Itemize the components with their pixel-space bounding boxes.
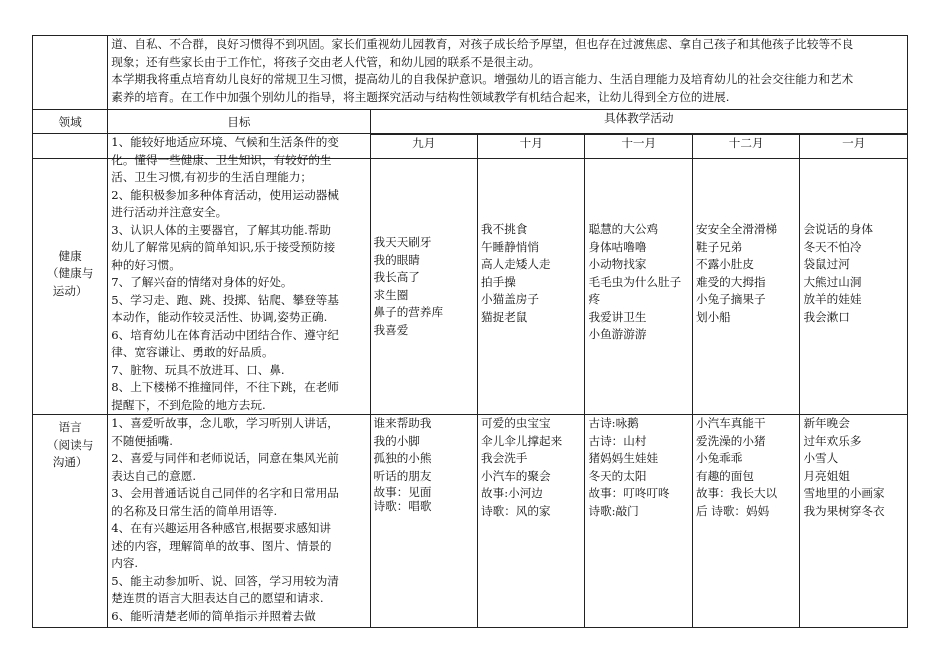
activity-item: 小猫盖房子 bbox=[481, 292, 539, 306]
activity-item: 拍手操 bbox=[481, 274, 516, 289]
activity-item: 午睡静悄悄 bbox=[481, 239, 539, 254]
activity-item: 小雪人 bbox=[803, 451, 839, 465]
language-sep-cell bbox=[370, 415, 477, 628]
activity-item: 小汽车的聚会 bbox=[481, 468, 551, 483]
activity-item: 过年欢乐多 bbox=[803, 433, 862, 448]
goal-line: 6、能听清楚老师的简单指示并照着去做 bbox=[111, 608, 316, 623]
activity-item: 难受的大拇指 bbox=[695, 274, 766, 289]
language-oct-cell bbox=[478, 415, 585, 628]
header-goal: 目标 bbox=[108, 110, 370, 159]
language-goals-cell bbox=[108, 415, 370, 628]
goal-line: 4、在有兴趣运用各种感官,根据要求感知讲 bbox=[111, 521, 331, 535]
goal-line: 1、喜爱听故事，念儿歌，学习听别人讲话， bbox=[111, 416, 339, 430]
activity-item: 会说话的身体 bbox=[803, 222, 874, 236]
intro-text-cell bbox=[108, 36, 908, 110]
activity-item: 猫捉老鼠 bbox=[481, 309, 528, 324]
activity-item: 谁来帮助我 bbox=[373, 416, 432, 430]
activity-item: 冬天的太阳 bbox=[588, 468, 647, 483]
activity-item: 冬天不怕冷 bbox=[803, 239, 862, 254]
activity-item: 故事：见面 bbox=[373, 485, 432, 499]
goal-line: 不随便插嘴. bbox=[111, 433, 173, 448]
health-sep-cell bbox=[370, 134, 477, 415]
header-row bbox=[33, 110, 908, 135]
header-activities: 具体教学活动 bbox=[370, 110, 908, 135]
health-goals-cell bbox=[108, 134, 370, 415]
goal-line: 1、能较好地适应环境、气候和生活条件的变 bbox=[111, 135, 339, 149]
activity-item: 我会洗手 bbox=[481, 451, 528, 465]
activity-item: 雪地里的小画家 bbox=[803, 486, 885, 500]
goal-line: 化。懂得一些健康、卫生知识，有较好的生 bbox=[111, 152, 332, 167]
activity-item: 我会漱口 bbox=[803, 309, 850, 324]
intro-line: 现象；还有些家长由于工作忙，将孩子交由老人代管，和幼儿园的联系不是很主动。 bbox=[111, 54, 541, 69]
activity-item: 我的小脚 bbox=[373, 433, 420, 448]
header-domain: 领域 bbox=[33, 110, 108, 159]
activity-item: 疼 bbox=[588, 292, 601, 306]
goal-line: 8、上下楼梯不推撞同伴，不往下跳，在老师 bbox=[111, 380, 339, 394]
month-sep: 九月 bbox=[370, 135, 477, 159]
activity-item: 求生圈 bbox=[373, 287, 409, 302]
domain-sublabel: 沟通） bbox=[52, 455, 88, 469]
intro-line: 道、自私、不合群，良好习惯得不到巩固。家长们重视幼儿园教育，对孩子成长给予厚望，但也存在过渡焦虑、拿自己孩子和其他孩子比较等不良 bbox=[111, 37, 854, 51]
health-dec-cell bbox=[692, 134, 799, 415]
month-jan: 一月 bbox=[800, 135, 908, 159]
activity-item: 袋鼠过河 bbox=[803, 257, 850, 271]
activity-item: 小兔子摘果子 bbox=[695, 292, 766, 306]
goal-line: 的名称及日常生活的简单用语等. bbox=[111, 503, 278, 518]
domain-sublabel: （阅读与 bbox=[46, 437, 94, 452]
activity-item: 我的眼睛 bbox=[373, 252, 420, 267]
domain-sublabel: 运动） bbox=[52, 283, 88, 298]
health-row bbox=[33, 134, 908, 415]
goal-line: 表达自己的意愿. bbox=[111, 468, 197, 483]
goal-line: 楚连贯的语言大胆表达自己的愿望和请求. bbox=[111, 591, 324, 605]
activity-item: 小动物找家 bbox=[588, 257, 647, 271]
activity-item: 鼻子的营养库 bbox=[373, 305, 444, 319]
activity-item: 猪妈妈生娃娃 bbox=[588, 451, 659, 465]
goal-line: 本动作，能动作较灵活性、协调,姿势正确. bbox=[111, 310, 328, 324]
domain-sublabel: （健康与 bbox=[46, 266, 94, 281]
activity-item: 安安全全滑滑梯 bbox=[695, 222, 778, 236]
goal-line: 5、学习走、跑、跳、投掷、钻爬、攀登等基 bbox=[111, 292, 339, 307]
activity-item: 故事：我长大以 bbox=[695, 486, 778, 500]
goal-line: 提醒下，不到危险的地方去玩. bbox=[111, 397, 266, 412]
activity-item: 我天天刷牙 bbox=[373, 235, 432, 249]
activity-item: 可爱的虫宝宝 bbox=[481, 416, 551, 430]
activity-item: 后 诗歌：妈妈 bbox=[695, 503, 770, 518]
activity-item: 我为果树穿冬衣 bbox=[803, 503, 885, 518]
language-dec-cell bbox=[692, 415, 799, 628]
health-oct-cell bbox=[478, 134, 585, 415]
activity-item: 诗歌：风的家 bbox=[481, 503, 551, 518]
activity-item: 诗歌：唱歌 bbox=[373, 499, 432, 513]
activity-item: 聪慧的大公鸡 bbox=[588, 222, 659, 236]
activity-item: 毛毛虫为什么肚子 bbox=[588, 274, 682, 289]
goal-line: 律、宽容谦让、勇敢的好品质。 bbox=[111, 345, 274, 359]
domain-label: 语言 bbox=[58, 420, 82, 434]
activity-item: 古诗：山村 bbox=[588, 433, 647, 448]
goal-line: 3、会用普通话说自己同伴的名字和日常用品 bbox=[111, 486, 339, 500]
month-nov: 十一月 bbox=[585, 135, 692, 159]
intro-blank-cell bbox=[33, 36, 108, 110]
month-oct: 十月 bbox=[477, 135, 584, 159]
activity-item: 放羊的娃娃 bbox=[803, 292, 862, 306]
health-domain-cell bbox=[33, 134, 108, 415]
intro-line: 素养的培育。在工作中加强个别幼儿的指导，将主题探究活动与结构性领域教学有机结合起来，让幼儿得到全方位的进展. bbox=[111, 89, 730, 104]
activity-item: 听话的朋友 bbox=[373, 468, 432, 483]
language-row bbox=[33, 415, 908, 628]
intro-row bbox=[33, 36, 908, 110]
activity-item: 古诗:咏鹅 bbox=[588, 416, 639, 430]
goal-line: 幼儿了解常见病的简单知识,乐于接受预防接 bbox=[111, 240, 336, 254]
activity-item: 我不挑食 bbox=[481, 222, 528, 236]
activity-item: 伞儿伞儿撑起来 bbox=[481, 433, 563, 448]
language-domain-cell bbox=[33, 415, 108, 628]
goal-line: 种的好习惯。 bbox=[111, 257, 181, 272]
activity-item: 月亮姐姐 bbox=[803, 468, 850, 483]
goal-line: 进行活动并注意安全。 bbox=[111, 205, 228, 219]
activity-item: 我喜爱 bbox=[373, 322, 409, 337]
activity-item: 我爱讲卫生 bbox=[588, 309, 647, 324]
activity-item: 身体咕噜噜 bbox=[588, 239, 647, 254]
goal-line: 内容. bbox=[111, 556, 139, 570]
activity-item: 小兔乖乖 bbox=[695, 451, 743, 465]
intro-line: 本学期我将重点培育幼儿良好的常规卫生习惯，提高幼儿的自我保护意识。增强幼儿的语言能力、生活自理能力及培育幼儿的社会交往能力和艺术 bbox=[111, 72, 854, 86]
activity-item: 不露小肚皮 bbox=[695, 257, 754, 271]
goal-line: 活、卫生习惯,有初步的生活自理能力； bbox=[111, 170, 313, 184]
activity-item: 大熊过山洞 bbox=[803, 274, 862, 289]
activity-item: 划小船 bbox=[695, 309, 731, 324]
goal-line: 6、培育幼儿在体育活动中团结合作、遵守纪 bbox=[111, 327, 339, 342]
activity-item: 孤独的小熊 bbox=[373, 451, 432, 465]
domain-label: 健康 bbox=[58, 248, 82, 263]
goal-line: 2、喜爱与同伴和老师说话，同意在集风光前 bbox=[111, 451, 339, 465]
goal-line: 7、脏物、玩具不放进耳、口、鼻. bbox=[111, 362, 285, 377]
activity-item: 小鱼游游游 bbox=[588, 327, 647, 341]
month-dec: 十二月 bbox=[692, 135, 799, 159]
goal-line: 5、能主动参加听、说、回答，学习用较为清 bbox=[111, 573, 339, 588]
language-jan-cell bbox=[800, 415, 908, 628]
goal-line: 7、了解兴奋的情绪对身体的好处。 bbox=[111, 275, 293, 289]
health-jan-cell bbox=[800, 134, 908, 415]
teaching-plan-body bbox=[32, 133, 908, 628]
health-nov-cell bbox=[585, 134, 692, 415]
activity-item: 故事:小河边 bbox=[481, 486, 543, 500]
activity-item: 爱洗澡的小猪 bbox=[695, 433, 766, 448]
goal-line: 2、能积极参加多种体育活动，使用运动器械 bbox=[111, 187, 339, 202]
goal-line: 3、认识人体的主要器官，了解其功能.帮助 bbox=[111, 222, 331, 237]
activity-item: 小汽车真能干 bbox=[695, 416, 766, 430]
language-nov-cell bbox=[585, 415, 692, 628]
goal-line: 述的内容，理解简单的故事、图片、情景的 bbox=[111, 538, 332, 553]
activity-item: 故事：叮咚叮咚 bbox=[588, 486, 670, 500]
activity-item: 我长高了 bbox=[373, 270, 420, 284]
activity-item: 鞋子兄弟 bbox=[695, 239, 743, 254]
activity-item: 诗歌:敲门 bbox=[588, 503, 639, 518]
activity-item: 高人走矮人走 bbox=[481, 257, 551, 271]
activity-item: 有趣的面包 bbox=[695, 468, 754, 483]
activity-item: 新年晚会 bbox=[803, 416, 850, 430]
